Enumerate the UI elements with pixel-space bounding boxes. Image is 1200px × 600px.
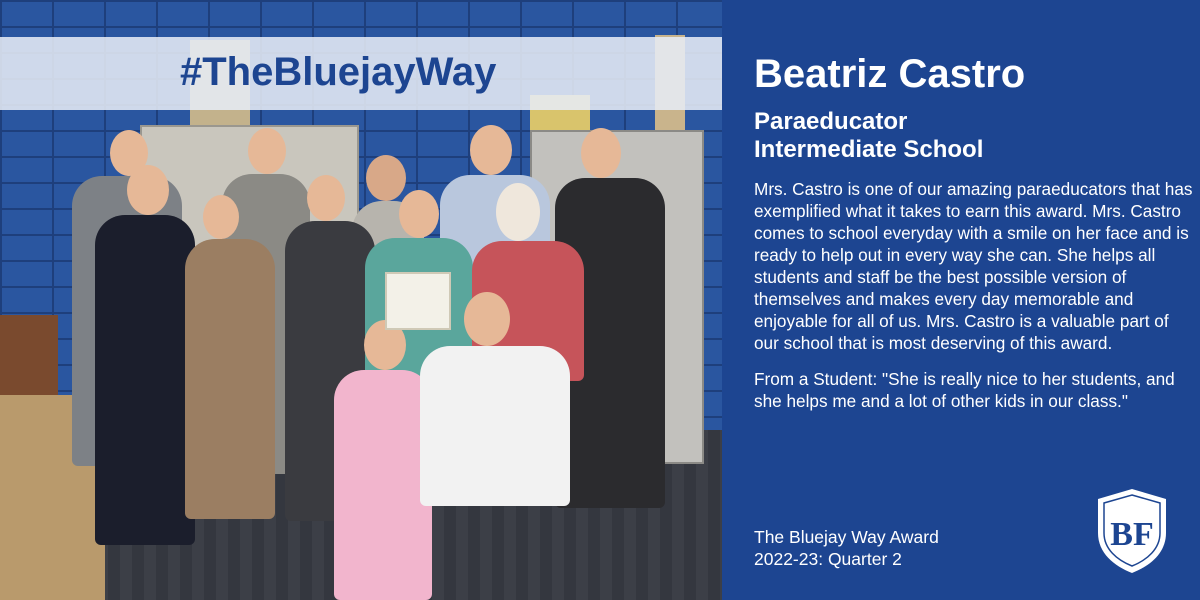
student-quote: From a Student: "She is really nice to her students, and she helps me and a lot of other kids in our class." [754, 369, 1175, 411]
award-period: 2022-23: Quarter 2 [754, 549, 902, 569]
school-shield-logo-icon [1094, 487, 1170, 575]
bio-text [754, 178, 1194, 426]
hashtag-title: #TheBluejayWay [180, 50, 497, 94]
wooden-cart [0, 315, 58, 395]
honoree-school: Intermediate School [754, 136, 984, 163]
honoree-name: Beatriz Castro [754, 52, 1026, 96]
honoree-role [754, 108, 983, 164]
honoree-title: Paraeducator [754, 108, 908, 135]
award-name: The Bluejay Way Award [754, 527, 939, 547]
logo-monogram: BF [1110, 516, 1154, 553]
bio-paragraph: Mrs. Castro is one of our amazing paraeducators that has exemplified what it takes to earn this award. Mrs. Castro comes to school everyday with a smile on her face and is ready to help out in every way she can. She helps all students and staff be the best possible version of themselves and makes every day memorable and enjoyable for all of us. Mrs. Castro is a valuable part of our school that is most deserving of this award. [754, 179, 1193, 353]
award-info [754, 526, 939, 570]
info-panel [722, 0, 1200, 600]
